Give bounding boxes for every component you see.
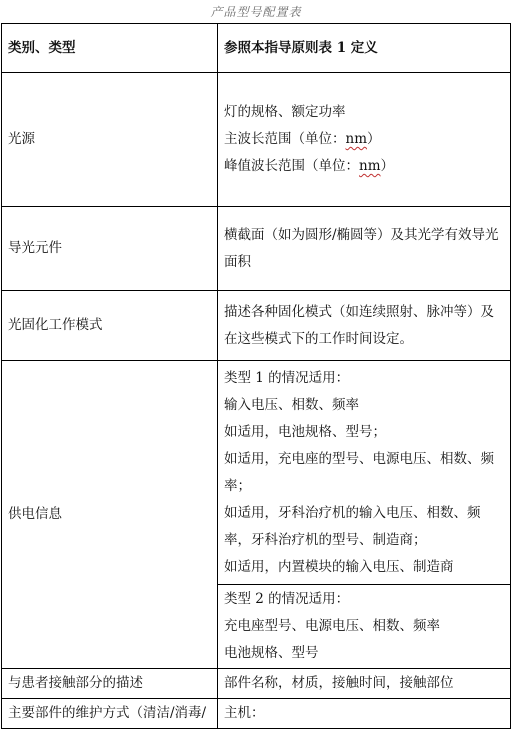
header-definition: 参照本指导原则表 1 定义: [218, 24, 511, 73]
table-row: [2, 669, 511, 699]
row-category: 与患者接触部分的描述: [2, 669, 218, 699]
row-category: 主要部件的维护方式（清洁/消毒/: [2, 699, 218, 729]
row-category: 光固化工作模式: [2, 291, 218, 361]
row-category: 光源: [2, 73, 218, 207]
row-definition-type1: 类型 1 的情况适用： 输入电压、相数、频率 如适用，电池规格、型号； 如适用，充电座的型号、电源电压、相数、频率； 如适用，牙科治疗机的输入电压、相数、频率，牙科治疗机的型号、制造商； 如适用，内置模块的输入电压、制造商: [218, 361, 511, 585]
row-definition: 主机：: [218, 699, 511, 729]
table-header-row: [2, 24, 511, 73]
row-definition: 灯的规格、额定功率 主波长范围（单位：nm） 峰值波长范围（单位：nm）: [218, 73, 511, 207]
header-category: 类别、类型: [2, 24, 218, 73]
row-definition: 横截面（如为圆形/椭圆等）及其光学有效导光面积: [218, 207, 511, 291]
row-definition-type2: 类型 2 的情况适用： 充电座型号、电源电压、相数、频率 电池规格、型号: [218, 585, 511, 669]
row-category: 导光元件: [2, 207, 218, 291]
row-definition: 描述各种固化模式（如连续照射、脉冲等）及在这些模式下的工作时间设定。: [218, 291, 511, 361]
product-config-table: [1, 23, 511, 729]
table-row: [2, 699, 511, 729]
table-row: [2, 73, 511, 207]
row-category: 供电信息: [2, 361, 218, 669]
table-row: [2, 361, 511, 585]
table-row: [2, 291, 511, 361]
table-caption: 产品型号配置表: [210, 5, 302, 19]
row-definition: 部件名称，材质，接触时间，接触部位: [218, 669, 511, 699]
table-row: [2, 207, 511, 291]
unit-nm: nm: [345, 131, 367, 147]
unit-nm: nm: [359, 158, 381, 174]
